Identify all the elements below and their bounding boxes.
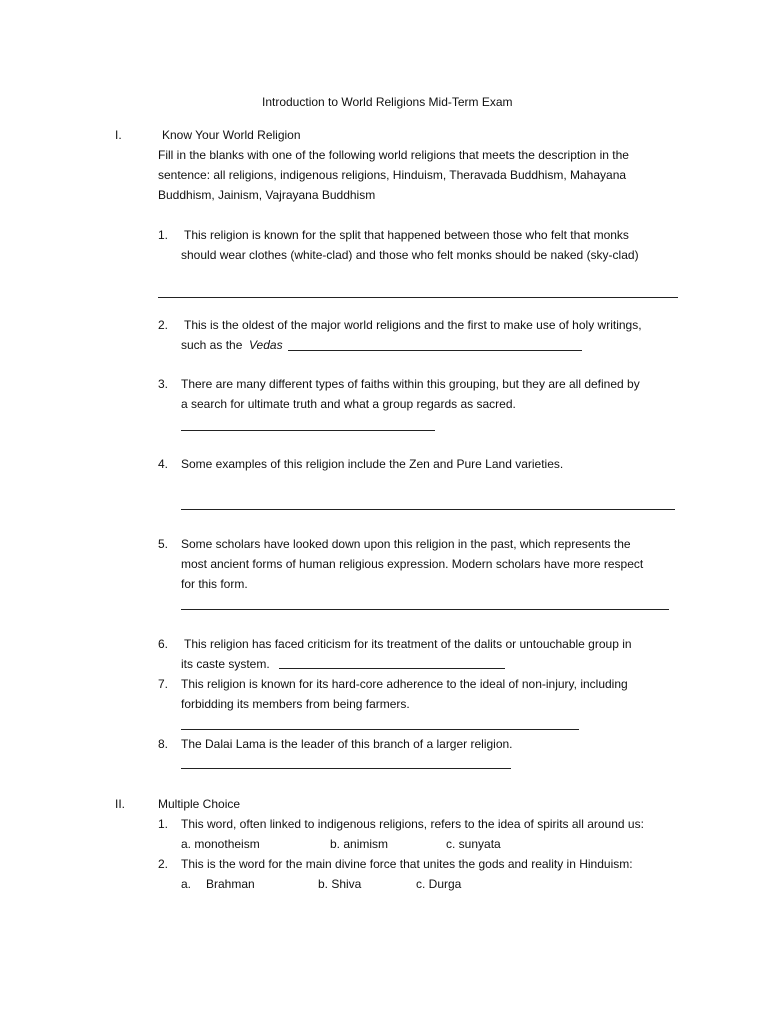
question-7-line-1: This religion is known for its hard-core adherence to the ideal of non-injury, including <box>181 677 628 691</box>
mc-1-option-b[interactable]: b. animism <box>330 837 389 851</box>
question-1-line-1: This religion is known for the split that happened between those who felt that monks <box>184 228 629 242</box>
answer-blank-2[interactable] <box>288 350 582 351</box>
answer-blank-3[interactable] <box>181 430 435 431</box>
mc-2-option-b[interactable]: b. Shiva <box>318 877 362 891</box>
question-4-number: 4. <box>158 457 169 471</box>
question-4-line: Some examples of this religion include the Zen and Pure Land varieties. <box>181 457 564 471</box>
section-2-numeral: II. <box>115 797 126 811</box>
question-2-line-1: This is the oldest of the major world religions and the first to make use of holy writings, <box>184 318 642 332</box>
mc-2-option-a[interactable]: Brahman <box>206 877 255 891</box>
instructions-line-3: Buddhism, Jainism, Vajrayana Buddhism <box>158 188 376 202</box>
answer-blank-1[interactable] <box>158 297 678 298</box>
mc-question-1-number: 1. <box>158 817 169 831</box>
instructions-line-2: sentence: all religions, indigenous religions, Hinduism, Theravada Buddhism, Mahayana <box>158 168 627 182</box>
question-2-number: 2. <box>158 318 169 332</box>
answer-blank-7[interactable] <box>181 729 579 730</box>
question-6-line-1: This religion has faced criticism for its treatment of the dalits or untouchable group in <box>184 637 632 651</box>
mc-question-2-line: This is the word for the main divine force that unites the gods and reality in Hinduism: <box>181 857 633 871</box>
question-1-number: 1. <box>158 228 169 242</box>
question-1-line-2: should wear clothes (white-clad) and those who felt monks should be naked (sky-clad) <box>181 248 639 262</box>
section-1-heading: Know Your World Religion <box>162 128 301 142</box>
mc-2-option-c[interactable]: c. Durga <box>416 877 462 891</box>
question-6-line-2: its caste system. <box>181 657 270 671</box>
question-5-number: 5. <box>158 537 169 551</box>
mc-1-option-a[interactable]: a. monotheism <box>181 837 260 851</box>
question-7-line-2: forbidding its members from being farmers. <box>181 697 410 711</box>
question-7-number: 7. <box>158 677 169 691</box>
question-5-line-3: for this form. <box>181 577 248 591</box>
question-8-number: 8. <box>158 737 169 751</box>
section-1-numeral: I. <box>115 128 122 142</box>
instructions-line-1: Fill in the blanks with one of the following world religions that meets the description in the <box>158 148 629 162</box>
section-2-heading: Multiple Choice <box>158 797 241 811</box>
question-2-prefix: such as the <box>181 338 243 352</box>
answer-blank-6[interactable] <box>279 668 505 669</box>
answer-blank-8[interactable] <box>181 768 511 769</box>
mc-2-option-a-letter: a. <box>181 877 192 891</box>
mc-question-1-line: This word, often linked to indigenous religions, refers to the idea of spirits all around us: <box>181 817 644 831</box>
mc-question-2-number: 2. <box>158 857 169 871</box>
exam-title: Introduction to World Religions Mid-Term Exam <box>262 95 513 109</box>
question-5-line-1: Some scholars have looked down upon this religion in the past, which represents the <box>181 537 631 551</box>
mc-1-option-c[interactable]: c. sunyata <box>446 837 501 851</box>
vedas-term: Vedas <box>249 338 283 352</box>
answer-blank-5[interactable] <box>181 609 669 610</box>
question-8-line: The Dalai Lama is the leader of this branch of a larger religion. <box>181 737 513 751</box>
question-3-number: 3. <box>158 377 169 391</box>
question-3-line-2: a search for ultimate truth and what a group regards as sacred. <box>181 397 516 411</box>
question-3-line-1: There are many different types of faiths within this grouping, but they are all defined by <box>181 377 640 391</box>
question-6-number: 6. <box>158 637 169 651</box>
question-5-line-2: most ancient forms of human religious expression. Modern scholars have more respect <box>181 557 644 571</box>
answer-blank-4[interactable] <box>181 509 675 510</box>
